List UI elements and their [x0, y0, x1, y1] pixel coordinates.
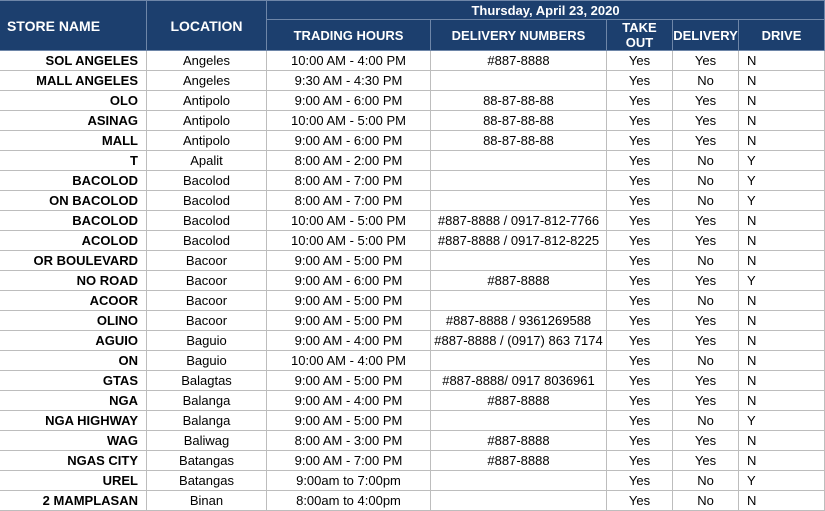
delivery-numbers-cell[interactable]: #887-8888/ 0917 8036961 — [431, 371, 607, 391]
take-out-cell[interactable]: Yes — [607, 291, 673, 311]
store-name-cell[interactable]: ON — [0, 351, 147, 371]
location-cell[interactable]: Baguio — [147, 351, 267, 371]
location-cell[interactable]: Angeles — [147, 51, 267, 71]
trading-hours-cell[interactable]: 9:00am to 7:00pm — [267, 471, 431, 491]
delivery-cell[interactable]: Yes — [673, 131, 739, 151]
delivery-numbers-cell[interactable]: #887-8888 — [431, 451, 607, 471]
take-out-cell[interactable]: Yes — [607, 471, 673, 491]
table-row — [0, 351, 825, 371]
delivery-numbers-cell[interactable] — [431, 471, 607, 491]
delivery-numbers-cell[interactable]: #887-8888 / 9361269588 — [431, 311, 607, 331]
table-row — [0, 271, 825, 291]
drive-cell[interactable]: N — [739, 331, 825, 351]
take-out-cell[interactable]: Yes — [607, 91, 673, 111]
drive-cell[interactable]: Y — [739, 411, 825, 431]
delivery-cell[interactable]: No — [673, 471, 739, 491]
delivery-cell[interactable]: Yes — [673, 451, 739, 471]
take-out-cell[interactable]: Yes — [607, 391, 673, 411]
table-row — [0, 191, 825, 211]
delivery-numbers-cell[interactable]: #887-8888 / 0917-812-7766 — [431, 211, 607, 231]
table-row — [0, 331, 825, 351]
delivery-numbers-cell[interactable] — [431, 291, 607, 311]
store-name-cell[interactable]: ASINAG — [0, 111, 147, 131]
delivery-cell[interactable]: Yes — [673, 431, 739, 451]
table-row — [0, 371, 825, 391]
delivery-numbers-cell[interactable]: #887-8888 / 0917-812-8225 — [431, 231, 607, 251]
drive-cell[interactable]: N — [739, 391, 825, 411]
table-row — [0, 251, 825, 271]
store-name-cell[interactable]: GTAS — [0, 371, 147, 391]
table-row — [0, 151, 825, 171]
delivery-numbers-cell[interactable] — [431, 351, 607, 371]
drive-cell[interactable]: Y — [739, 271, 825, 291]
trading-hours-cell[interactable]: 10:00 AM - 4:00 PM — [267, 351, 431, 371]
trading-hours-cell[interactable]: 8:00 AM - 7:00 PM — [267, 191, 431, 211]
table-row — [0, 231, 825, 251]
drive-cell[interactable]: N — [739, 311, 825, 331]
location-cell[interactable]: Batangas — [147, 471, 267, 491]
take-out-cell[interactable]: Yes — [607, 171, 673, 191]
trading-hours-cell[interactable]: 9:00 AM - 4:00 PM — [267, 391, 431, 411]
trading-hours-cell[interactable]: 9:00 AM - 5:00 PM — [267, 251, 431, 271]
take-out-cell[interactable]: Yes — [607, 311, 673, 331]
delivery-cell[interactable]: No — [673, 491, 739, 511]
location-cell[interactable]: Balanga — [147, 391, 267, 411]
store-name-cell[interactable]: 2 MAMPLASAN — [0, 491, 147, 511]
trading-hours-cell[interactable]: 8:00 AM - 2:00 PM — [267, 151, 431, 171]
take-out-cell[interactable]: Yes — [607, 411, 673, 431]
location-cell[interactable]: Balagtas — [147, 371, 267, 391]
store-name-cell[interactable]: BACOLOD — [0, 211, 147, 231]
drive-cell[interactable]: N — [739, 131, 825, 151]
drive-cell[interactable]: N — [739, 451, 825, 471]
take-out-cell[interactable]: Yes — [607, 251, 673, 271]
store-name-cell[interactable]: NO ROAD — [0, 271, 147, 291]
delivery-cell[interactable]: Yes — [673, 91, 739, 111]
trading-hours-cell[interactable]: 9:00 AM - 6:00 PM — [267, 271, 431, 291]
trading-hours-cell[interactable]: 8:00 AM - 7:00 PM — [267, 171, 431, 191]
table-row — [0, 391, 825, 411]
store-name-cell[interactable]: MALL ANGELES — [0, 71, 147, 91]
table-row — [0, 111, 825, 131]
trading-hours-cell[interactable]: 9:00 AM - 6:00 PM — [267, 131, 431, 151]
store-name-cell[interactable]: BACOLOD — [0, 171, 147, 191]
take-out-cell[interactable]: Yes — [607, 71, 673, 91]
take-out-cell[interactable]: Yes — [607, 431, 673, 451]
delivery-numbers-cell[interactable]: #887-8888 — [431, 271, 607, 291]
location-cell[interactable]: Balanga — [147, 411, 267, 431]
trading-hours-header[interactable]: TRADING HOURS — [267, 20, 431, 51]
trading-hours-cell[interactable]: 9:00 AM - 5:00 PM — [267, 371, 431, 391]
take-out-cell[interactable]: Yes — [607, 451, 673, 471]
location-cell[interactable]: Baliwag — [147, 431, 267, 451]
drive-cell[interactable]: N — [739, 431, 825, 451]
drive-cell[interactable]: N — [739, 51, 825, 71]
store-name-cell[interactable]: T — [0, 151, 147, 171]
store-name-cell[interactable]: ACOLOD — [0, 231, 147, 251]
table-row — [0, 211, 825, 231]
trading-hours-cell[interactable]: 9:00 AM - 7:00 PM — [267, 451, 431, 471]
delivery-cell[interactable]: No — [673, 71, 739, 91]
delivery-numbers-cell[interactable] — [431, 251, 607, 271]
table-row — [0, 491, 825, 511]
table-row — [0, 291, 825, 311]
take-out-cell[interactable]: Yes — [607, 131, 673, 151]
trading-hours-cell[interactable]: 8:00 AM - 3:00 PM — [267, 431, 431, 451]
table-row — [0, 411, 825, 431]
delivery-numbers-cell[interactable]: #887-8888 — [431, 431, 607, 451]
delivery-cell[interactable]: No — [673, 351, 739, 371]
drive-cell[interactable]: N — [739, 111, 825, 131]
delivery-numbers-cell[interactable] — [431, 71, 607, 91]
delivery-numbers-cell[interactable] — [431, 171, 607, 191]
trading-hours-cell[interactable]: 10:00 AM - 4:00 PM — [267, 51, 431, 71]
store-name-cell[interactable]: OLO — [0, 91, 147, 111]
trading-hours-cell[interactable]: 9:00 AM - 5:00 PM — [267, 291, 431, 311]
delivery-cell[interactable]: No — [673, 251, 739, 271]
location-cell[interactable]: Antipolo — [147, 111, 267, 131]
drive-cell[interactable]: Y — [739, 471, 825, 491]
table-row — [0, 431, 825, 451]
store-name-cell[interactable]: ON BACOLOD — [0, 191, 147, 211]
store-name-cell[interactable]: UREL — [0, 471, 147, 491]
store-name-cell[interactable]: NGAS CITY — [0, 451, 147, 471]
delivery-cell[interactable]: Yes — [673, 211, 739, 231]
table-row — [0, 451, 825, 471]
trading-hours-cell[interactable]: 10:00 AM - 5:00 PM — [267, 111, 431, 131]
store-name-cell[interactable]: SOL ANGELES — [0, 51, 147, 71]
table-row — [0, 131, 825, 151]
table-body — [0, 51, 825, 511]
store-name-cell[interactable]: AGUIO — [0, 331, 147, 351]
delivery-numbers-cell[interactable]: #887-8888 / (0917) 863 7174 — [431, 331, 607, 351]
delivery-cell[interactable]: No — [673, 191, 739, 211]
table-row — [0, 71, 825, 91]
store-name-cell[interactable]: WAG — [0, 431, 147, 451]
take-out-cell[interactable]: Yes — [607, 331, 673, 351]
delivery-cell[interactable]: Yes — [673, 231, 739, 251]
table-row — [0, 471, 825, 491]
take-out-cell[interactable]: Yes — [607, 351, 673, 371]
delivery-cell[interactable]: Yes — [673, 311, 739, 331]
location-cell[interactable]: Bacolod — [147, 231, 267, 251]
delivery-cell[interactable]: Yes — [673, 51, 739, 71]
location-cell[interactable]: Bacoor — [147, 251, 267, 271]
location-cell[interactable]: Bacoor — [147, 271, 267, 291]
drive-cell[interactable]: N — [739, 351, 825, 371]
location-cell[interactable]: Baguio — [147, 331, 267, 351]
delivery-cell[interactable]: Yes — [673, 391, 739, 411]
take-out-cell[interactable]: Yes — [607, 211, 673, 231]
drive-cell[interactable]: N — [739, 371, 825, 391]
store-name-cell[interactable]: OR BOULEVARD — [0, 251, 147, 271]
delivery-cell[interactable]: No — [673, 171, 739, 191]
drive-cell[interactable]: N — [739, 211, 825, 231]
date-header: Thursday, April 23, 2020 — [267, 1, 825, 20]
location-cell[interactable]: Apalit — [147, 151, 267, 171]
delivery-numbers-cell[interactable] — [431, 151, 607, 171]
trading-hours-cell[interactable]: 9:00 AM - 5:00 PM — [267, 411, 431, 431]
location-cell[interactable]: Antipolo — [147, 91, 267, 111]
table-row — [0, 91, 825, 111]
location-cell[interactable]: Bacolod — [147, 211, 267, 231]
location-cell[interactable]: Bacoor — [147, 311, 267, 331]
take-out-cell[interactable]: Yes — [607, 271, 673, 291]
delivery-numbers-cell[interactable]: #887-8888 — [431, 51, 607, 71]
delivery-cell[interactable]: Yes — [673, 271, 739, 291]
location-cell[interactable]: Bacolod — [147, 191, 267, 211]
drive-cell[interactable]: N — [739, 91, 825, 111]
table-row — [0, 51, 825, 71]
drive-header[interactable]: DRIVE — [739, 20, 825, 51]
location-header[interactable]: LOCATION — [147, 1, 267, 51]
drive-cell[interactable]: N — [739, 251, 825, 271]
trading-hours-cell[interactable]: 9:30 AM - 4:30 PM — [267, 71, 431, 91]
location-cell[interactable]: Bacoor — [147, 291, 267, 311]
trading-hours-cell[interactable]: 10:00 AM - 5:00 PM — [267, 231, 431, 251]
trading-hours-cell[interactable]: 9:00 AM - 5:00 PM — [267, 311, 431, 331]
drive-cell[interactable]: N — [739, 231, 825, 251]
store-name-cell[interactable]: OLINO — [0, 311, 147, 331]
take-out-cell[interactable]: Yes — [607, 151, 673, 171]
location-cell[interactable]: Antipolo — [147, 131, 267, 151]
take-out-cell[interactable]: Yes — [607, 191, 673, 211]
trading-hours-cell[interactable]: 9:00 AM - 4:00 PM — [267, 331, 431, 351]
table-row — [0, 171, 825, 191]
take-out-cell[interactable]: Yes — [607, 51, 673, 71]
location-cell[interactable]: Bacolod — [147, 171, 267, 191]
drive-cell[interactable]: N — [739, 491, 825, 511]
delivery-cell[interactable]: Yes — [673, 331, 739, 351]
drive-cell[interactable]: N — [739, 71, 825, 91]
delivery-numbers-cell[interactable]: 88-87-88-88 — [431, 131, 607, 151]
delivery-numbers-cell[interactable] — [431, 491, 607, 511]
delivery-cell[interactable]: Yes — [673, 371, 739, 391]
delivery-numbers-cell[interactable]: 88-87-88-88 — [431, 91, 607, 111]
take-out-cell[interactable]: Yes — [607, 111, 673, 131]
trading-hours-cell[interactable]: 8:00am to 4:00pm — [267, 491, 431, 511]
drive-cell[interactable]: Y — [739, 171, 825, 191]
store-name-cell[interactable]: MALL — [0, 131, 147, 151]
delivery-numbers-header[interactable]: DELIVERY NUMBERS — [431, 20, 607, 51]
store-name-cell[interactable]: NGA — [0, 391, 147, 411]
location-cell[interactable]: Batangas — [147, 451, 267, 471]
delivery-numbers-cell[interactable]: #887-8888 — [431, 391, 607, 411]
delivery-header[interactable]: DELIVERY — [673, 20, 739, 51]
delivery-cell[interactable]: No — [673, 411, 739, 431]
drive-cell[interactable]: N — [739, 291, 825, 311]
take-out-cell[interactable]: Yes — [607, 371, 673, 391]
delivery-cell[interactable]: No — [673, 291, 739, 311]
store-name-cell[interactable]: NGA HIGHWAY — [0, 411, 147, 431]
table-row — [0, 311, 825, 331]
location-cell[interactable]: Angeles — [147, 71, 267, 91]
delivery-numbers-cell[interactable] — [431, 411, 607, 431]
delivery-numbers-cell[interactable]: 88-87-88-88 — [431, 111, 607, 131]
trading-hours-cell[interactable]: 9:00 AM - 6:00 PM — [267, 91, 431, 111]
store-name-cell[interactable]: ACOOR — [0, 291, 147, 311]
take-out-cell[interactable]: Yes — [607, 491, 673, 511]
drive-cell[interactable]: Y — [739, 151, 825, 171]
delivery-cell[interactable]: No — [673, 151, 739, 171]
delivery-cell[interactable]: Yes — [673, 111, 739, 131]
delivery-numbers-cell[interactable] — [431, 191, 607, 211]
trading-hours-cell[interactable]: 10:00 AM - 5:00 PM — [267, 211, 431, 231]
take-out-header[interactable]: TAKE OUT — [607, 20, 673, 51]
drive-cell[interactable]: Y — [739, 191, 825, 211]
take-out-cell[interactable]: Yes — [607, 231, 673, 251]
store-name-header[interactable]: STORE NAME — [0, 1, 147, 51]
location-cell[interactable]: Binan — [147, 491, 267, 511]
table-header — [0, 1, 825, 51]
